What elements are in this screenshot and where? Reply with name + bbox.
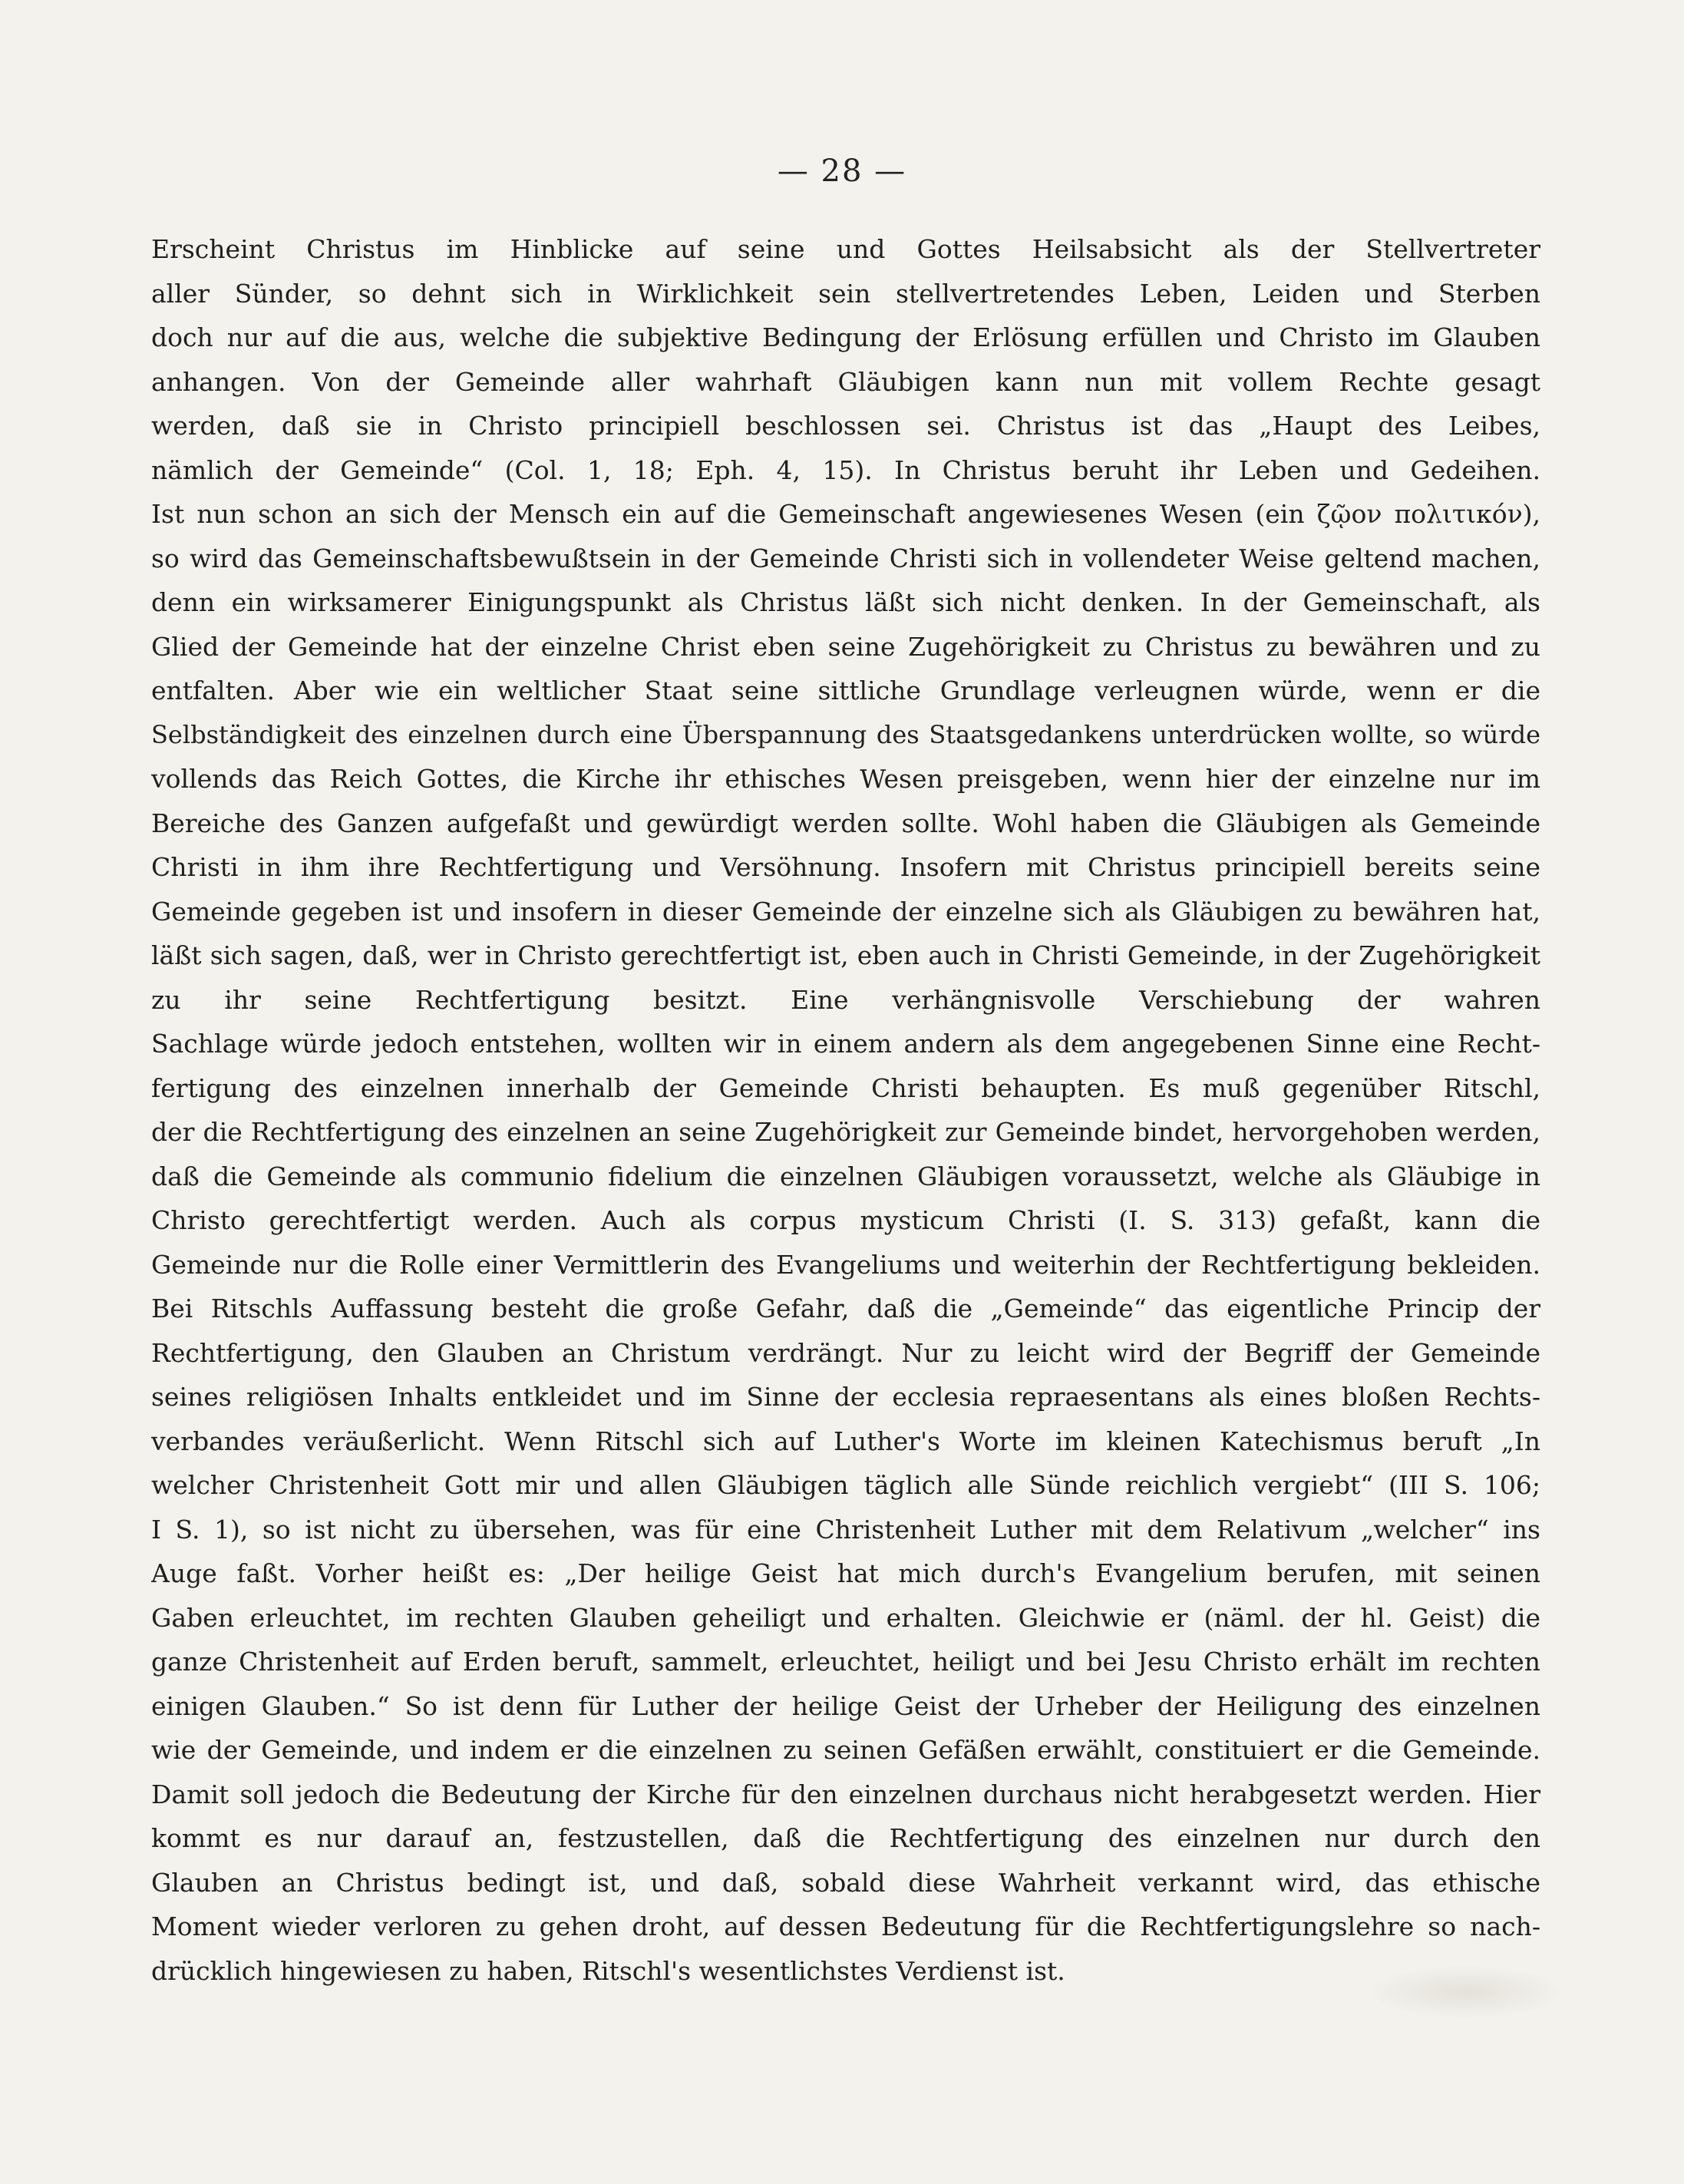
text-line: Gemeinde gegeben ist und insofern in dieser Gemeinde der einzelne sich als Gläubigen zu bewähren hat, [151,896,1540,927]
text-line: entfalten. Aber wie ein weltlicher Staat seine sittliche Grundlage verleugnen würde, wenn er die [151,676,1540,705]
text-line: verbandes veräußerlicht. Wenn Ritschl sich auf Luther's Worte im kleinen Katechismus beruft „In [151,1426,1540,1456]
paper-stain [1366,1965,1566,2019]
text-line: Sachlage würde jedoch entstehen, wollten wir in einem andern als dem angegebenen Sinne eine Recht- [151,1029,1540,1059]
text-line: Glied der Gemeinde hat der einzelne Christ eben seine Zugehörigkeit zu Christus zu bewähren und zu [151,631,1540,662]
text-line: Erscheint Christus im Hinblicke auf seine und Gottes Heilsabsicht als der Stellvertreter [151,234,1540,264]
text-line: Ist nun schon an sich der Mensch ein auf die Gemeinschaft angewiesenes Wesen (ein ζῷον πολιτικόν), [151,499,1540,529]
text-line: Auge faßt. Vorher heißt es: „Der heilige Geist hat mich durch's Evangelium berufen, mit seinen [151,1558,1540,1588]
text-line: Bereiche des Ganzen aufgefaßt und gewürdigt werden sollte. Wohl haben die Gläubigen als Gemeinde [151,808,1540,838]
text-line: seines religiösen Inhalts entkleidet und im Sinne der ecclesia repraesentans als eines bloßen Rechts- [151,1382,1540,1412]
text-line: drücklich hingewiesen zu haben, Ritschl's wesentlichstes Verdienst ist. [151,1955,1065,1986]
text-line: kommt es nur darauf an, festzustellen, daß die Rechtfertigung des einzelnen nur durch den [151,1823,1540,1853]
text-line: läßt sich sagen, daß, wer in Christo gerechtfertigt ist, eben auch in Christi Gemeinde, in der Zugehörigkeit [151,940,1540,970]
text-line: Damit soll jedoch die Bedeutung der Kirche für den einzelnen durchaus nicht herabgesetzt werden. Hier [151,1779,1540,1809]
text-line: denn ein wirksamerer Einigungspunkt als Christus läßt sich nicht denken. In der Gemeinschaft, als [151,587,1540,617]
text-line: welcher Christenheit Gott mir und allen Gläubigen täglich alle Sünde reichlich vergiebt“ (III S. 106; [151,1470,1540,1500]
text-line: Christo gerechtfertigt werden. Auch als corpus mysticum Christi (I. S. 313) gefaßt, kann die [151,1205,1540,1235]
text-line: fertigung des einzelnen innerhalb der Gemeinde Christi behaupten. Es muß gegenüber Ritschl, [151,1072,1540,1103]
text-line: so wird das Gemeinschaftsbewußtsein in der Gemeinde Christi sich in vollendeter Weise geltend machen, [151,543,1540,573]
text-line: Bei Ritschls Auffassung besteht die große Gefahr, daß die „Gemeinde“ das eigentliche Princip der [151,1294,1540,1323]
text-line: werden, daß sie in Christo principiell beschlossen sei. Christus ist das „Haupt des Leibes, [151,411,1540,441]
text-line: vollends das Reich Gottes, die Kirche ihr ethisches Wesen preisgeben, wenn hier der einzelne nur im [151,764,1540,794]
text-line: Gaben erleuchtet, im rechten Glauben geheiligt und erhalten. Gleichwie er (näml. der hl. Geist) die [151,1602,1540,1633]
body-text [151,227,1540,1993]
text-line: anhangen. Von der Gemeinde aller wahrhaft Gläubigen kann nun mit vollem Rechte gesagt [151,366,1540,397]
text-line: Rechtfertigung, den Glauben an Christum verdrängt. Nur zu leicht wird der Begriff der Gemeinde [151,1337,1540,1368]
page-number: — 28 — [777,154,907,189]
text-line: doch nur auf die aus, welche die subjektive Bedingung der Erlösung erfüllen und Christo im Glauben [151,322,1540,352]
text-line: Selbständigkeit des einzelnen durch eine Überspannung des Staatsgedankens unterdrücken wollte, so würde [151,719,1540,749]
text-line: daß die Gemeinde als communio fidelium die einzelnen Gläubigen voraussetzt, welche als Gläubige in [151,1161,1540,1191]
text-line: ganze Christenheit auf Erden beruft, sammelt, erleuchtet, heiligt und bei Jesu Christo erhält im rechten [151,1647,1540,1677]
text-line: Gemeinde nur die Rolle einer Vermittlerin des Evangeliums und weiterhin der Rechtfertigung bekleiden. [151,1249,1540,1280]
text-line: zu ihr seine Rechtfertigung besitzt. Eine verhängnisvolle Verschiebung der wahren [151,984,1540,1015]
text-line: I S. 1), so ist nicht zu übersehen, was für eine Christenheit Luther mit dem Relativum „welcher“ ins [151,1514,1540,1545]
text-line: der die Rechtfertigung des einzelnen an seine Zugehörigkeit zur Gemeinde bindet, hervorgehoben werden, [151,1117,1540,1147]
text-line: Glauben an Christus bedingt ist, und daß, sobald diese Wahrheit verkannt wird, das ethische [151,1867,1540,1898]
text-line: aller Sünder, so dehnt sich in Wirklichkeit sein stellvertretendes Leben, Leiden und Sterben [151,278,1540,309]
text-line: Christi in ihm ihre Rechtfertigung und Versöhnung. Insofern mit Christus principiell bereits seine [151,852,1540,882]
text-line: einigen Glauben.“ So ist denn für Luther der heilige Geist der Urheber der Heiligung des einzelnen [151,1690,1540,1721]
text-line: Moment wieder verloren zu gehen droht, auf dessen Bedeutung für die Rechtfertigungslehre so nach- [151,1911,1540,1941]
text-line: nämlich der Gemeinde“ (Col. 1, 18; Eph. 4, 15). In Christus beruht ihr Leben und Gedeihen. [151,454,1540,485]
text-line: wie der Gemeinde, und indem er die einzelnen zu seinen Gefäßen erwählt, constituiert er die Gemeinde. [151,1735,1540,1765]
